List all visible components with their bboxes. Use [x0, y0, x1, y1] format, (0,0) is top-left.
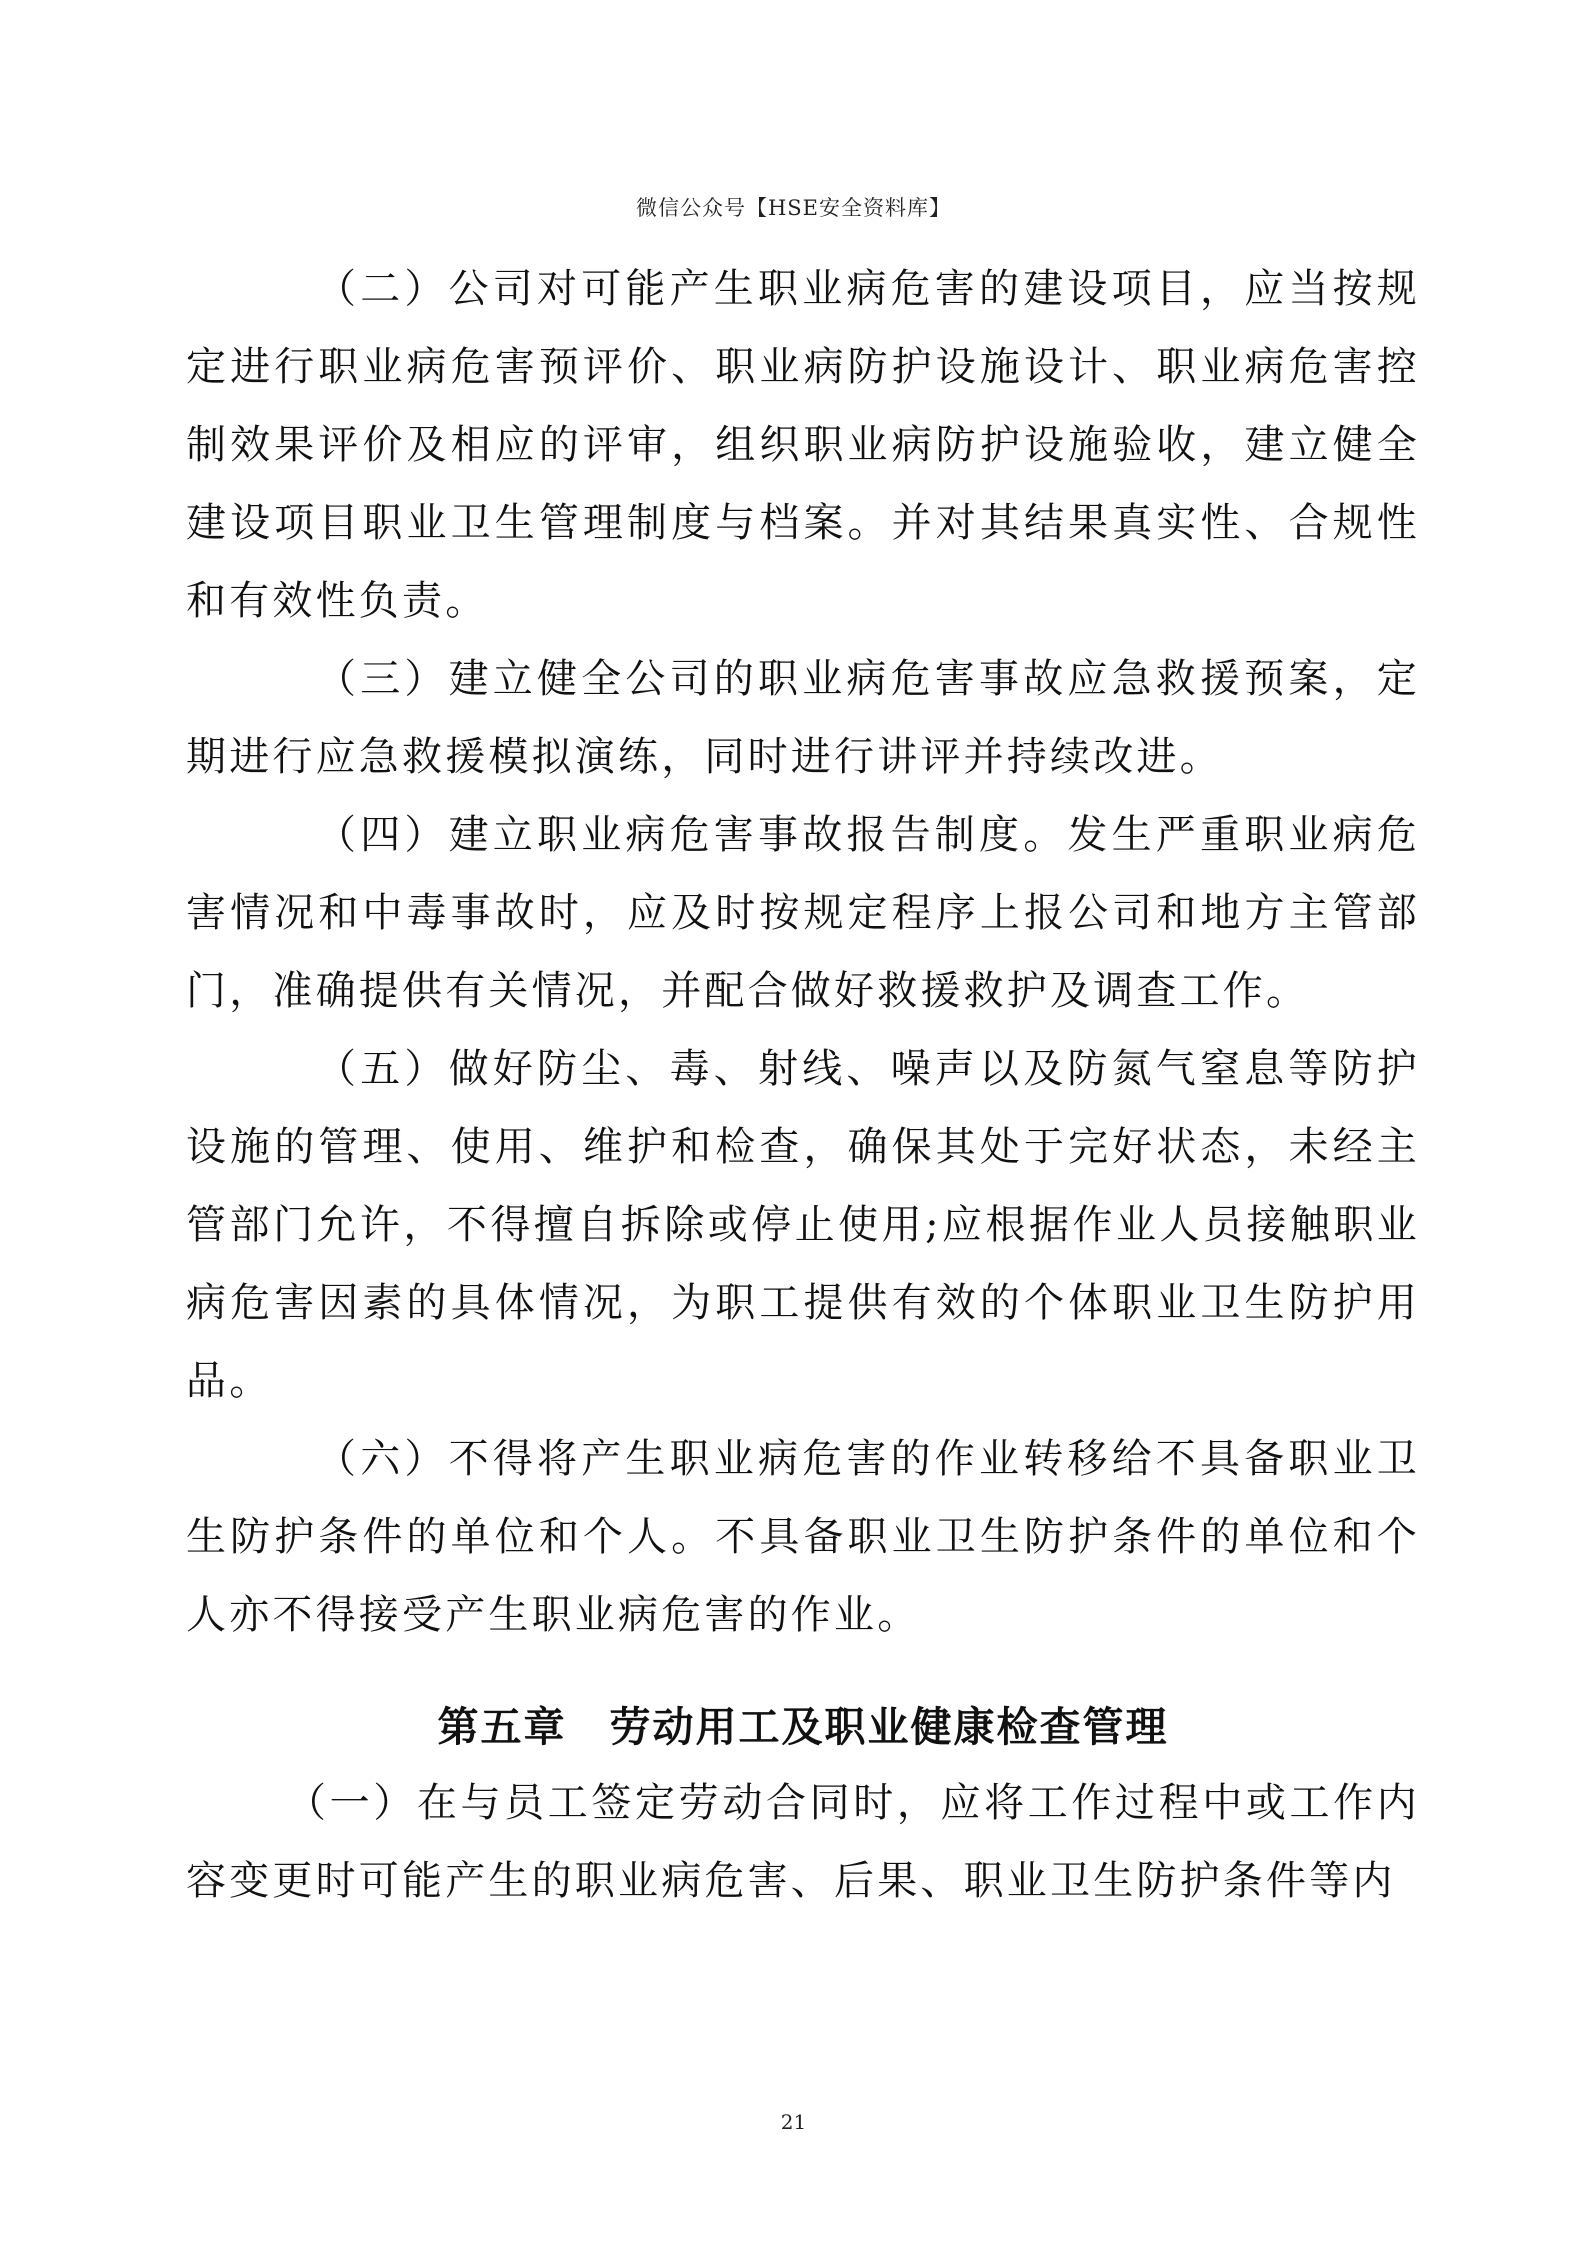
paragraph-5: （五）做好防尘、毒、射线、噪声以及防氮气窒息等防护设施的管理、使用、维护和检查，确保其处于完好状态，未经主管部门允许，不得擅自拆除或停止使用;应根据作业人员接触职业病危害因素的具体情况，为职工提供有效的个体职业卫生防护用品。	[186, 1046, 1420, 1404]
page-header: 微信公众号【HSE安全资料库】	[635, 196, 952, 220]
paragraph-4: （四）建立职业病危害事故报告制度。发生严重职业病危害情况和中毒事故时，应及时按规定程序上报公司和地方主管部门，准确提供有关情况，并配合做好救援救护及调查工作。	[186, 812, 1420, 1014]
paragraph-2: （二）公司对可能产生职业病危害的建设项目，应当按规定进行职业病危害预评价、职业病防护设施设计、职业病危害控制效果评价及相应的评审，组织职业病防护设施验收，建立健全建设项目职业卫生管理制度与档案。并对其结果真实性、合规性和有效性负责。	[186, 266, 1420, 624]
chapter-paragraph-1: （一）在与员工签定劳动合同时，应将工作过程中或工作内容变更时可能产生的职业病危害、后果、职业卫生防护条件等内	[186, 1780, 1420, 1904]
chapter-heading: 第五章 劳动用工及职业健康检查管理	[437, 1703, 1169, 1751]
page-number: 21	[780, 2110, 807, 2134]
document-body	[186, 250, 1420, 1920]
paragraph-6: （六）不得将产生职业病危害的作业转移给不具备职业卫生防护条件的单位和个人。不具备职业卫生防护条件的单位和个人亦不得接受产生职业病危害的作业。	[186, 1436, 1420, 1638]
paragraph-3: （三）建立健全公司的职业病危害事故应急救援预案，定期进行应急救援模拟演练，同时进行讲评并持续改进。	[186, 656, 1420, 780]
